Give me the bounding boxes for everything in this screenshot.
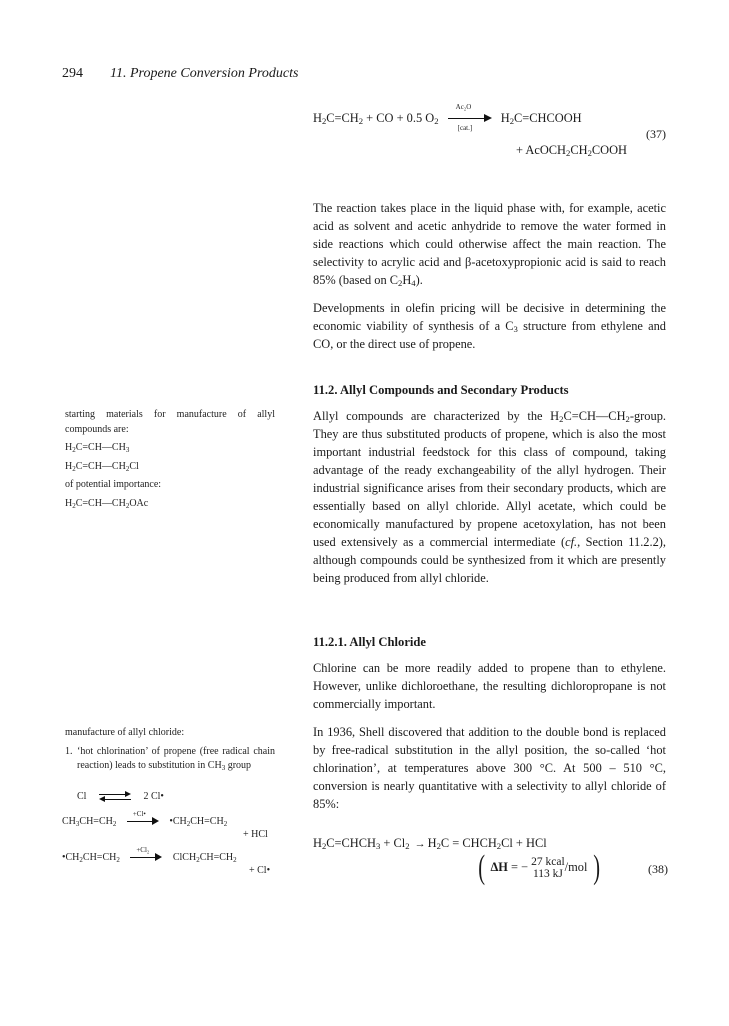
para-text: C=CH—CH	[563, 409, 626, 423]
para-text: ).	[415, 273, 423, 287]
margin-formula-propene: $H_2C=CH—CH_3$	[65, 442, 130, 454]
para-text: structure from ethylene and CO, or the direct use of propene.	[313, 319, 666, 351]
running-header	[62, 66, 298, 82]
eq-text: H	[500, 111, 510, 125]
eq-sub: 2	[358, 116, 364, 127]
right-paren: )	[592, 849, 600, 886]
paragraph-allyl-compounds	[313, 407, 666, 587]
margin-reaction-product-hcl: + HCl	[243, 829, 268, 840]
eq-text: C=CH	[326, 111, 359, 125]
reaction-arrow-icon: +Cl₂	[130, 853, 162, 862]
equation-38-enthalpy	[476, 849, 602, 886]
eq-text: C=CHCOOH	[514, 111, 582, 125]
rxn-text: Cl	[77, 791, 87, 802]
margin-text: starting materials for manufacture of allyl compounds are:	[65, 409, 275, 435]
delta-h-label: ΔH	[490, 859, 508, 874]
margin-note-starting-materials	[65, 408, 275, 511]
rxn-text: 2 Cl•	[143, 791, 164, 802]
margin-reaction-propagation-1: $CH_3CH=CH_2$ +Cl• $•CH_2CH=CH_2$	[62, 810, 228, 828]
reaction-arrow-icon: +Cl•	[127, 817, 159, 826]
paragraph-reaction-conditions	[313, 199, 666, 289]
margin-formula-allyl-acetate: $H_2C=CH—CH_2OAc$	[65, 497, 149, 510]
para-text: Developments in olefin pricing will be decisive in determining the economic viability of synthesis of a C	[313, 301, 666, 333]
eq-sub: 2	[509, 116, 515, 127]
margin-list-item-1: 1. ‘hot chlorination’ of propene (free radical chain reaction) leads to substitution in $CH_3$ group	[65, 745, 275, 772]
enthalpy-kj: 113 kJ	[532, 868, 563, 880]
eq-sub: 2	[587, 148, 592, 159]
section-heading-11-2: 11.2. Allyl Compounds and Secondary Products	[313, 383, 569, 397]
margin-text: ‘hot chlorination’ of propene (free radical chain reaction) leads to substitution in CH	[77, 745, 275, 771]
margin-reaction-product-radical: + Cl•	[249, 865, 271, 876]
reaction-arrow-icon	[448, 103, 492, 133]
section-heading-11-2-1: 11.2.1. Allyl Chloride	[313, 635, 427, 649]
eq-text: H	[313, 111, 322, 125]
para-sub: 4	[411, 278, 416, 289]
para-text: Allyl compounds are characterized by the H	[313, 409, 560, 423]
list-number: 1.	[65, 745, 73, 757]
para-sub: 3	[513, 324, 518, 335]
left-paren: (	[478, 849, 486, 886]
arrow-reagent: Ac₂O	[455, 103, 472, 112]
enthalpy-unit: /mol	[564, 859, 588, 874]
eq-text: COOH	[591, 143, 627, 157]
eq-sub: 2	[321, 116, 327, 127]
margin-text: manufacture of allyl chloride:	[65, 727, 185, 738]
margin-text: of potential importance:	[65, 479, 162, 490]
para-text: , Section 11.2.2), although compounds could be synthesized from it which are presently being produced from allyl chloride.	[313, 535, 667, 585]
margin-reaction-propagation-2: $•CH_2CH=CH_2$ +Cl₂ $ClCH_2CH=CH_2$	[62, 846, 237, 864]
eq-sub: 2	[566, 148, 571, 159]
equation-37-number: (37)	[646, 127, 666, 141]
eq-sub: 2	[434, 116, 439, 127]
equation-38-line1: $H_2C=CHCH_3 + Cl_2 \to H_2C$ = $CHCH_2Cl$ + HCl	[313, 836, 547, 852]
paragraph-olefin-pricing	[313, 299, 666, 353]
equation-37-line2	[516, 143, 627, 158]
para-sub: 2	[398, 278, 403, 289]
enthalpy-kcal: 27 kcal	[531, 856, 565, 868]
eq-text: CH	[570, 143, 588, 157]
para-text: -group. They are thus substituted products of propene, which is also the most important industrial feedstock for this class of compound, taking advantage of the ready exchangeability of the allyl hydrogen. Their industrial significance arises from their secondary products, which are essentially based on allyl chloride. Allyl acetate, which could be economically manufactured by propene acetoxylation, has not been used extensively as a commercial intermediate (	[313, 409, 666, 549]
paragraph-chlorine-addition	[313, 659, 666, 713]
chapter-title: 11. Propene Conversion Products	[110, 66, 299, 81]
para-text: H	[402, 273, 412, 287]
para-sub: 2	[625, 414, 630, 425]
para-text: Chlorine can be more readily added to propene than to ethylene. However, unlike dichloroethane, the resulting dichloropropane is not commercially important.	[313, 661, 666, 711]
eq-text: + AcOCH	[516, 143, 567, 157]
equation-38-number: (38)	[648, 862, 668, 876]
enthalpy-values	[531, 856, 565, 880]
margin-note-allyl-chloride-manufacture	[65, 726, 275, 774]
para-text: The reaction takes place in the liquid phase with, for example, acetic acid as solvent and acetic anhydride to remove the water formed in side reactions which could otherwise affect the main reaction. The selectivity to acrylic acid and β-acetoxypropionic acid is said to reach 85% (based on C	[313, 201, 666, 287]
eq-text: = −	[510, 859, 529, 874]
equation-37-line1	[313, 103, 582, 133]
paragraph-hot-chlorination	[313, 723, 666, 813]
eq-text: + CO + 0.5 O	[363, 111, 435, 125]
margin-reaction-initiation	[77, 790, 164, 805]
para-sub: 2	[559, 414, 564, 425]
para-italic: cf.	[565, 535, 578, 549]
margin-text: group	[225, 760, 252, 771]
equilibrium-arrow-icon	[99, 792, 131, 802]
para-text: In 1936, Shell discovered that addition to the double bond is replaced by free-radical substitution in the allyl position, the so-called ‘hot chlorination’, at temperatures above 300 °C. At 500 – 510 °C, conversion is nearly quantitative with a selectivity to allyl chloride of 85%:	[313, 725, 666, 811]
arrow-catalyst: [cat.]	[457, 124, 473, 133]
margin-formula-allyl-chloride: $H_2C=CH—CH_2Cl$	[65, 460, 139, 473]
reaction-arrow-icon: →	[414, 838, 426, 850]
page-number: 294	[62, 66, 83, 81]
